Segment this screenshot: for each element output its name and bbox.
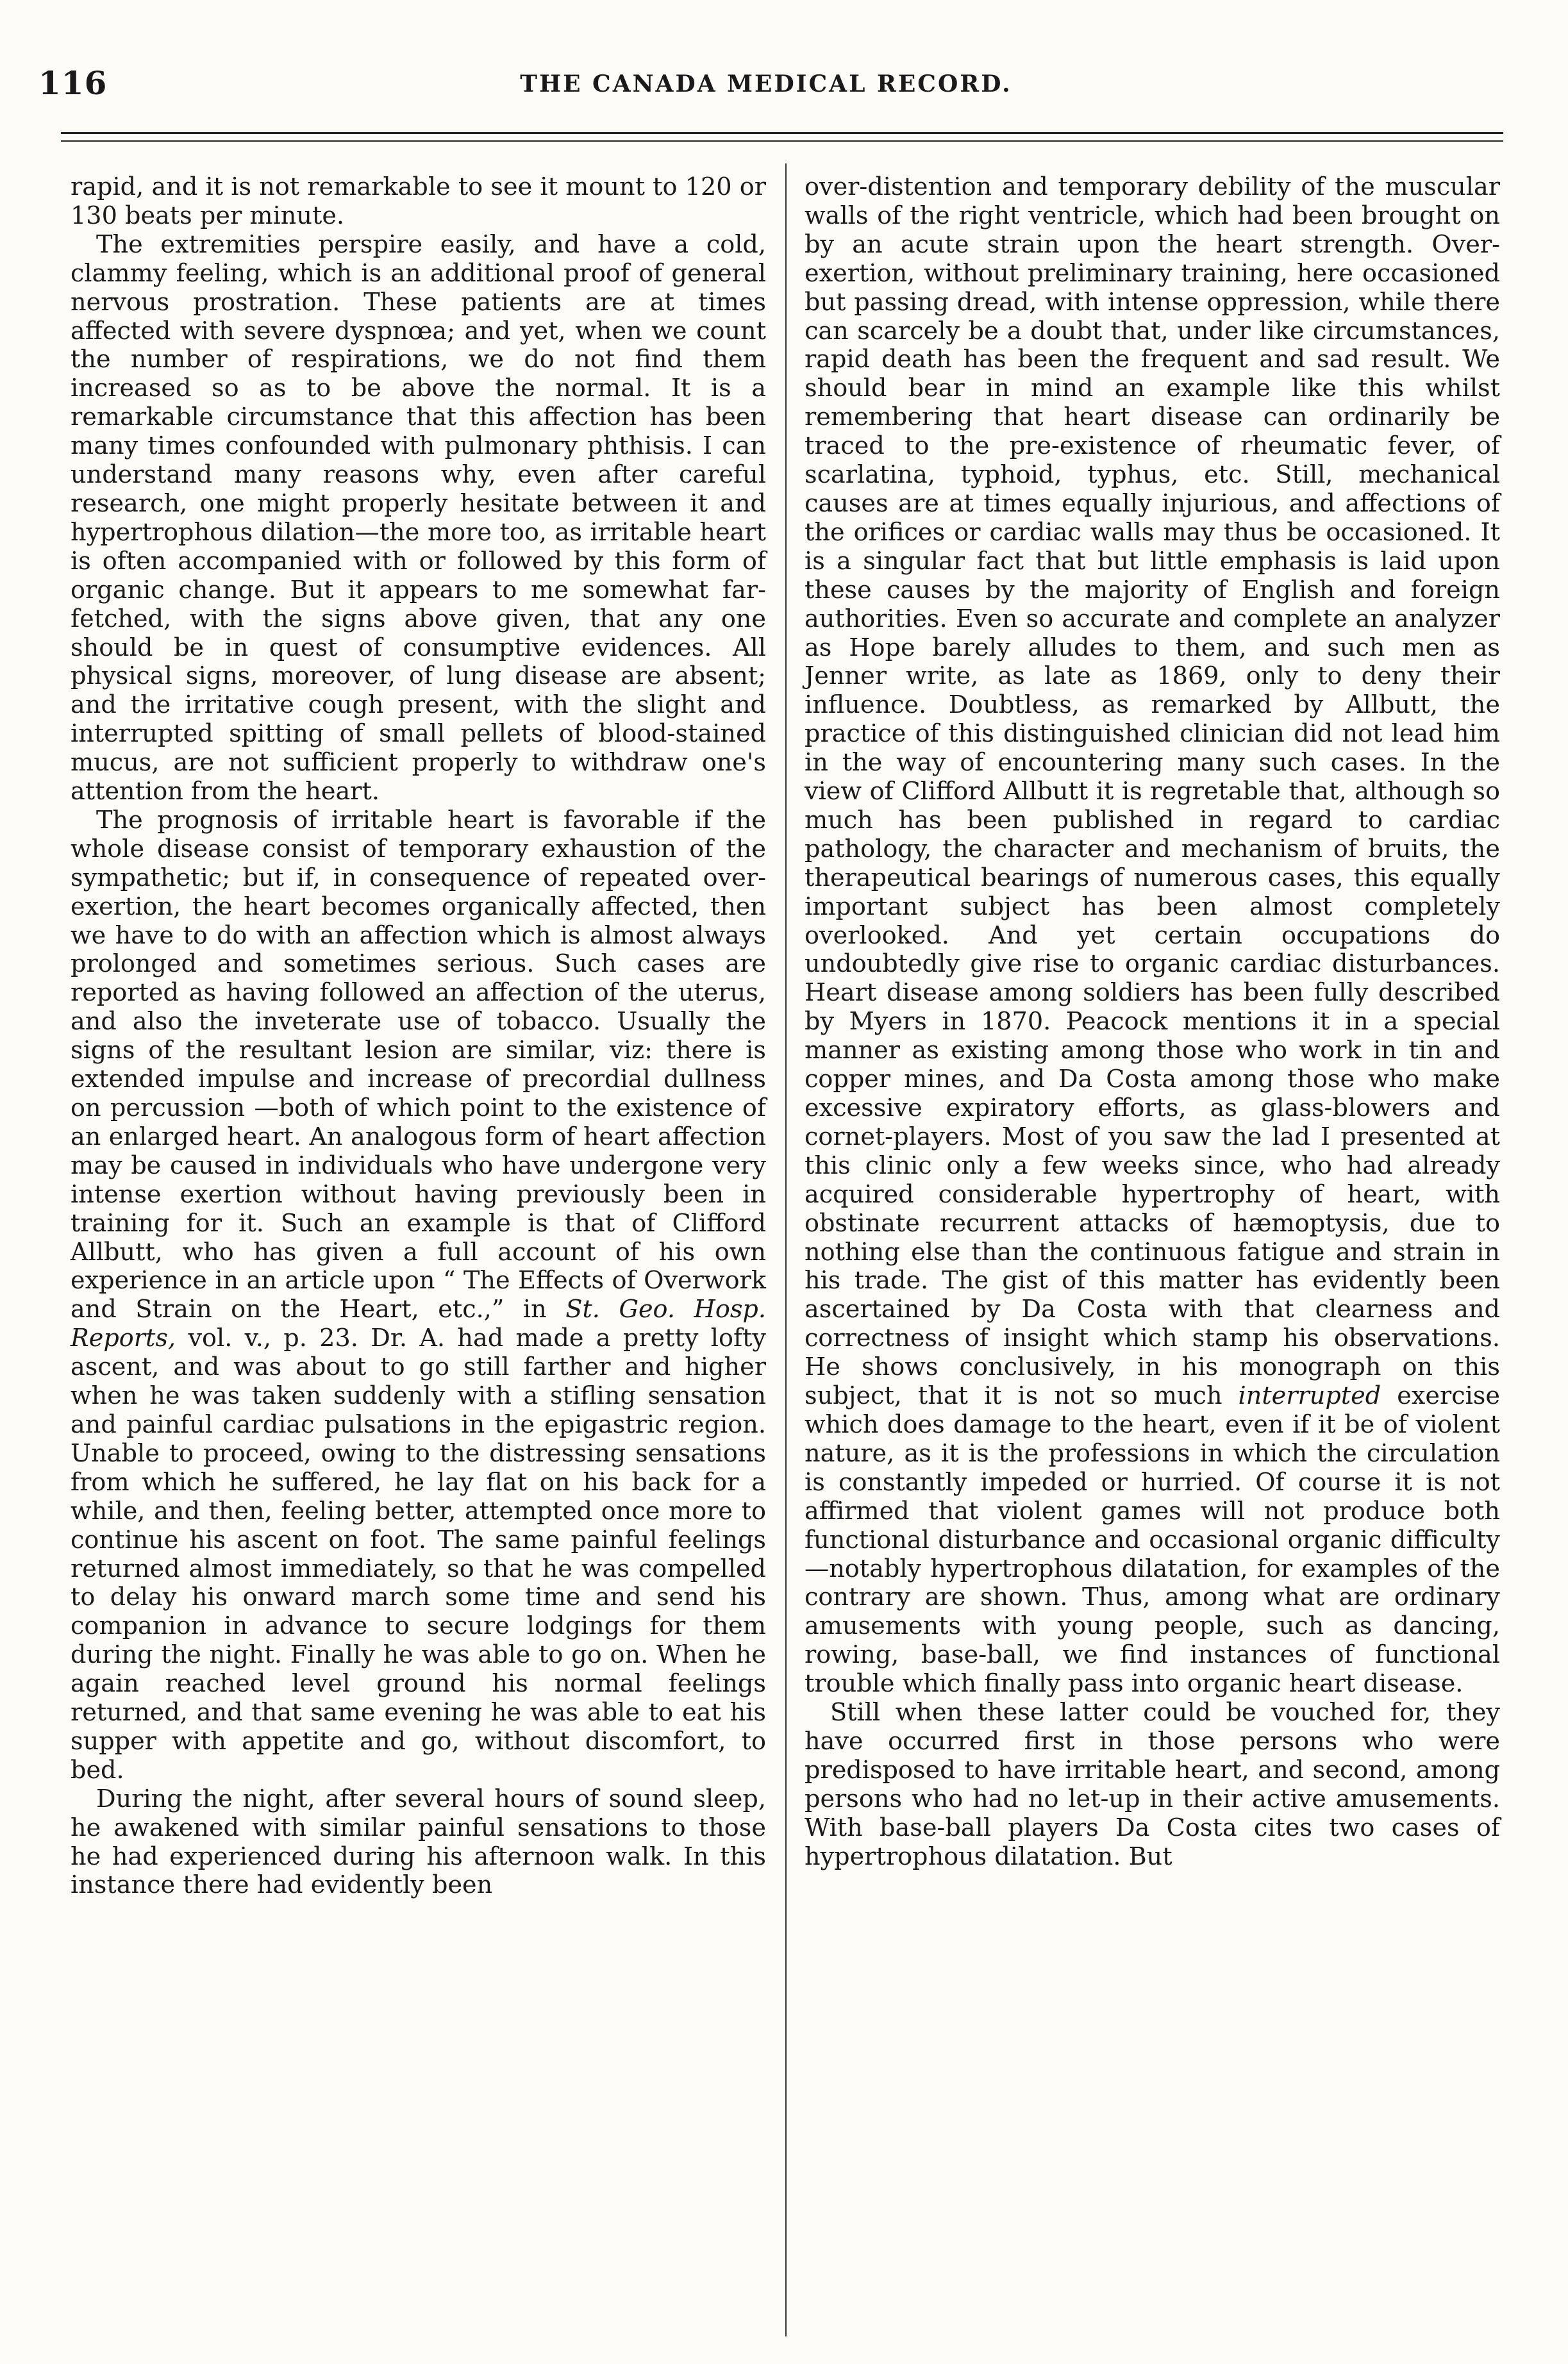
paragraph (805, 173, 1500, 1699)
emphasis-italic: interrupted (1238, 1382, 1381, 1411)
column-divider (785, 163, 787, 2336)
text-run: exercise which does damage to the heart, even if it be of violent nature, as it is the professions in which the circulation is constantly impeded or hurried. Of course it is not affirmed that violent games will not produce both functional disturbance and occasional organic difficulty—notably hypertrophous dilatation, for examples of the contrary are shown. Thus, among what are ordinary amusements with young people, such as dancing, rowing, base-ball, we find instances of functional trouble which finally pass into organic heart disease. (805, 1382, 1501, 1699)
page-header (38, 64, 1494, 115)
paragraph: Still when these latter could be vouched for, they have occurred first in those persons who were predisposed to have irritable heart, and second, among persons who had no let-up in their active amusements. With base-ball players Da Costa cites two cases of hypertrophous dilatation. But (805, 1699, 1500, 1871)
text-run: vol. v., p. 23. Dr. A. had made a pretty lofty ascent, and was about to go still farther and higher when he was taken suddenly with a stifling sensation and painful cardiac pulsations in the epigastric region. Unable to proceed, owing to the distressing sensations from which he suffered, he lay flat on his back for a while, and then, feeling better, attempted once more to continue his ascent on foot. The same painful feelings returned almost immediately, so that he was compelled to delay his onward march some time and send his companion in advance to secure lodgings for them during the night. Finally he was able to go on. When he again reached level ground his normal feelings returned, and that same evening he was able to eat his supper with appetite and go, without discomfort, to bed. (71, 1324, 766, 1785)
paragraph (71, 806, 766, 1785)
paragraph: The extremities perspire easily, and have a cold, clammy feeling, which is an additional proof of general nervous prostration. These patients are at times affected with severe dyspnœa; and yet, when we count the number of respirations, we do not find them increased so as to be above the normal. It is a remarkable circumstance that this affection has been many times confounded with pulmonary phthisis. I can understand many reasons why, even after careful research, one might properly hesitate between it and hypertrophous dilation—the more too, as irritable heart is often accompanied with or followed by this form of organic change. But it appears to me somewhat far-fetched, with the signs above given, that any one should be in quest of consumptive evidences. All physical signs, moreover, of lung disease are absent; and the irritative cough present, with the slight and interrupted spitting of small pellets of blood-stained mucus, are not sufficient properly to withdraw one's attention from the heart. (71, 230, 766, 806)
citation-italic: St. Geo. Hosp. Reports, (71, 1295, 767, 1353)
running-title: THE CANADA MEDICAL RECORD. (520, 71, 1012, 97)
header-rule (61, 132, 1503, 142)
right-column (805, 173, 1500, 1871)
paragraph: During the night, after several hours of sound sleep, he awakened with similar painful sensations to those he had experienced during his afternoon walk. In this instance there had evidently been (71, 1785, 766, 1900)
page-number: 116 (38, 64, 108, 102)
left-column (71, 173, 766, 1900)
text-run: over-distention and temporary debility of the muscular walls of the right ventricle, which had been brought on by an acute strain upon the heart strength. Over-exertion, without preliminary training, here occasioned but passing dread, with intense oppression, while there can scarcely be a doubt that, under like circumstances, rapid death has been the frequent and sad result. We should bear in mind an example like this whilst remembering that heart disease can ordinarily be traced to the pre-existence of rheumatic fever, of scarlatina, typhoid, typhus, etc. Still, mechanical causes are at times equally injurious, and affections of the orifices or cardiac walls may thus be occasioned. It is a singular fact that but little emphasis is laid upon these causes by the majority of English and foreign authorities. Even so accurate and complete an analyzer as Hope barely alludes to them, and such men as Jenner write, as late as 1869, only to deny their influence. Doubtless, as remarked by Allbutt, the practice of this distinguished clinician did not lead him in the way of encountering many such cases. In the view of Clifford Allbutt it is regretable that, although so much has been published in regard to cardiac pathology, the character and mechanism of bruits, the therapeutical bearings of numerous cases, this equally important subject has been almost completely overlooked. And yet certain occupations do undoubtedly give rise to organic cardiac disturbances. Heart disease among soldiers has been fully described by Myers in 1870. Peacock mentions it in a special manner as existing among those who work in tin and copper mines, and Da Costa among those who make excessive expiratory efforts, as glass-blowers and cornet-players. Most of you saw the lad I presented at this clinic only a few weeks since, who had already acquired considerable hypertrophy of heart, with obstinate recurrent attacks of hæmoptysis, due to nothing else than the continuous fatigue and strain in his trade. The gist of this matter has evidently been ascertained by Da Costa with that clearness and correctness of insight which stamp his observations. He shows conclusively, in his monograph on this subject, that it is not so much (805, 173, 1500, 1411)
paragraph: rapid, and it is not remarkable to see it mount to 120 or 130 beats per minute. (71, 173, 766, 230)
text-run: The prognosis of irritable heart is favorable if the whole disease consist of temporary exhaustion of the sympathetic; but if, in consequence of repeated over-exertion, the heart becomes organically affected, then we have to do with an affection which is almost always prolonged and sometimes serious. Such cases are reported as having followed an affection of the uterus, and also the inveterate use of tobacco. Usually the signs of the resultant lesion are similar, viz: there is extended impulse and increase of precordial dullness on percussion —both of which point to the existence of an enlarged heart. An analogous form of heart affection may be caused in individuals who have undergone very intense exertion without having previously been in training for it. Such an example is that of Clifford Allbutt, who has given a full account of his own experience in an article upon “ The Effects of Overwork and Strain on the Heart, etc.,” in (71, 806, 766, 1324)
